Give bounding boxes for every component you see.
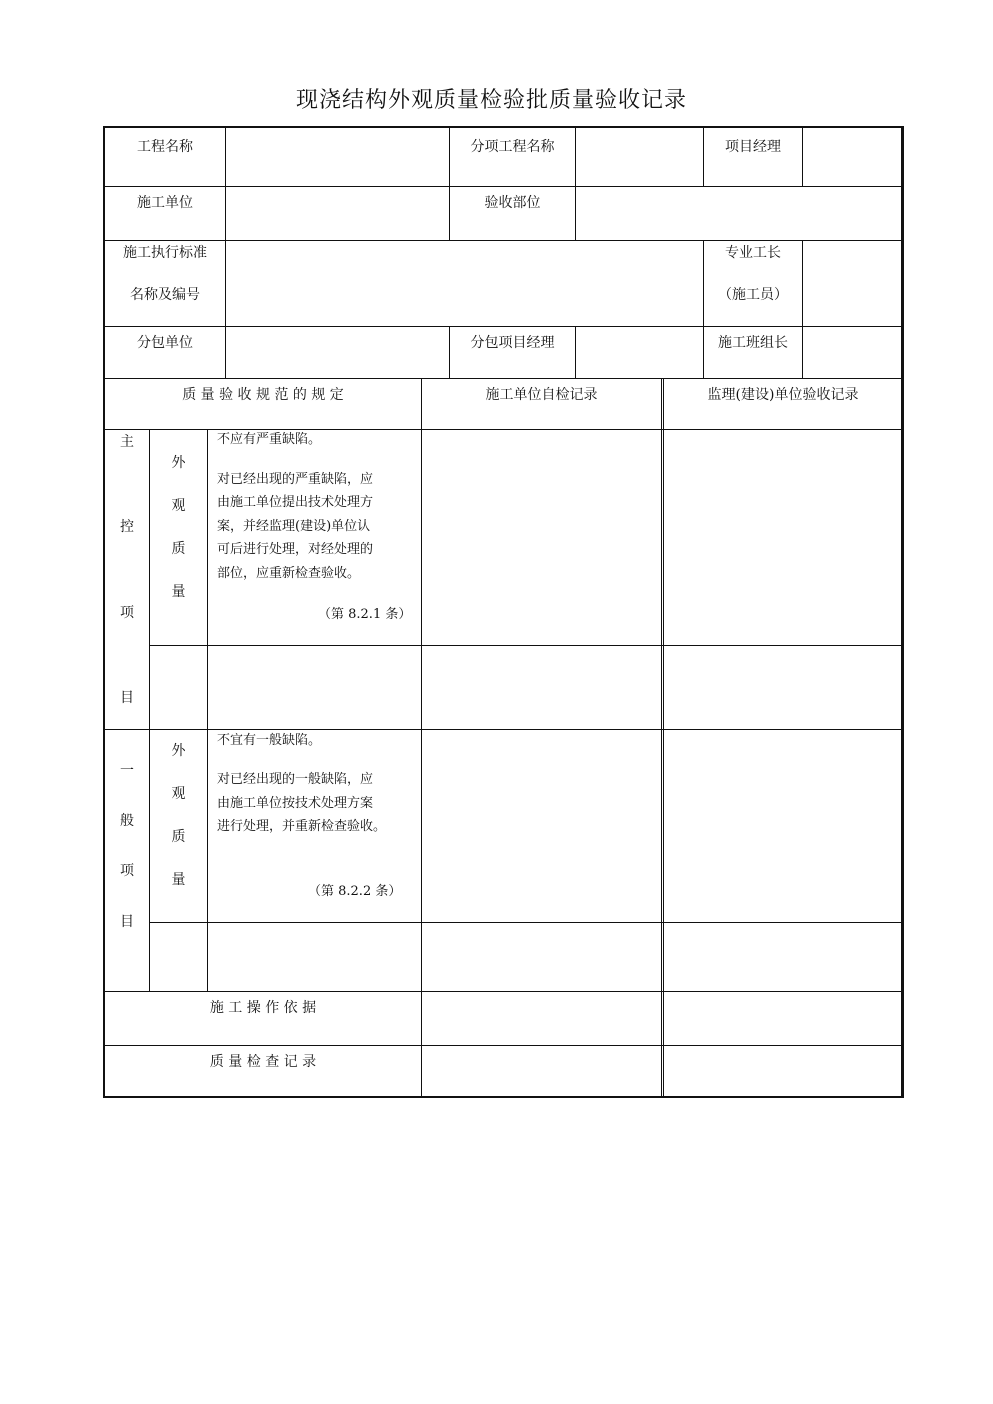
main-item-char: 观: [171, 498, 186, 514]
main-requirement-line: 部位，应重新检查验收。: [217, 566, 361, 581]
col-divider: [802, 127, 803, 186]
label-project-name: 工程名称: [137, 139, 193, 155]
label-team-leader: 施工班组长: [718, 335, 788, 351]
label-project-manager: 项目经理: [725, 139, 781, 155]
row-divider: [104, 1045, 902, 1046]
general-requirement-line: 进行处理，并重新检查验收。: [217, 819, 387, 834]
main-requirement-line: 由施工单位提出技术处理方: [217, 495, 374, 510]
row-divider: [104, 378, 902, 379]
acceptance-record-table: [103, 126, 904, 1098]
main-clause-ref: （第 8.2.1 条）: [318, 607, 412, 622]
main-control-label-char: 目: [120, 690, 134, 706]
main-control-label-char: 主: [120, 434, 134, 450]
main-control-label-char: 项: [120, 605, 134, 621]
label-operation-basis: 施 工 操 作 依 据: [209, 1000, 317, 1016]
general-requirement-line: 由施工单位按技术处理方案: [217, 796, 374, 811]
row-divider: [104, 326, 902, 327]
label-quality-check-record: 质 量 检 查 记 录: [209, 1054, 317, 1070]
label-subcontract-unit: 分包单位: [137, 335, 193, 351]
col-divider: [802, 240, 803, 378]
column-header-self-check: 施工单位自检记录: [485, 387, 598, 403]
label-foreman-line2: （施工员）: [718, 287, 788, 303]
row-divider: [104, 240, 902, 241]
main-item-char: 外: [171, 455, 186, 471]
row-divider: [104, 991, 902, 992]
main-control-label-char: 控: [120, 519, 134, 535]
main-requirement-line: 对已经出现的严重缺陷，应: [217, 472, 374, 487]
main-requirement-line: 可后进行处理，对经处理的: [217, 542, 374, 557]
label-subcontract-manager: 分包项目经理: [470, 335, 555, 351]
column-header-supervision: 监理(建设)单位验收记录: [707, 387, 859, 403]
label-sub-item-name: 分项工程名称: [470, 139, 555, 155]
general-label-char: 般: [120, 813, 134, 829]
general-item-char: 量: [171, 872, 186, 888]
col-divider: [575, 326, 576, 378]
main-requirement-first: 不应有严重缺陷。: [217, 432, 322, 447]
col-divider: [207, 429, 208, 991]
label-standard-line1: 施工执行标准: [123, 245, 207, 261]
general-item-char: 质: [171, 829, 186, 845]
col-divider: [661, 378, 662, 1097]
general-label-char: 项: [120, 863, 134, 879]
page-title: 现浇结构外观质量检验批质量验收记录: [296, 88, 688, 113]
row-divider: [149, 922, 902, 923]
label-foreman-line1: 专业工长: [725, 245, 781, 261]
col-divider: [703, 127, 704, 186]
col-divider: [421, 378, 422, 1097]
col-divider: [225, 127, 226, 378]
label-acceptance-part: 验收部位: [484, 195, 541, 211]
main-item-char: 质: [171, 541, 186, 557]
general-requirement-first: 不宜有一般缺陷。: [217, 733, 322, 748]
row-divider: [104, 186, 902, 187]
main-requirement-line: 案，并经监理(建设)单位认: [217, 519, 371, 534]
label-standard-line2: 名称及编号: [130, 287, 200, 303]
col-divider: [663, 378, 664, 1097]
general-label-char: 一: [120, 763, 134, 779]
general-requirement-line: 对已经出现的一般缺陷，应: [217, 772, 374, 787]
general-item-char: 观: [171, 786, 186, 802]
col-divider: [575, 127, 576, 240]
main-item-char: 量: [171, 584, 186, 600]
general-item-char: 外: [171, 743, 186, 759]
general-label-char: 目: [120, 914, 134, 930]
general-clause-ref: （第 8.2.2 条）: [308, 884, 402, 899]
row-divider: [149, 645, 902, 646]
label-construction-unit: 施工单位: [137, 195, 193, 211]
column-header-spec: 质 量 验 收 规 范 的 规 定: [182, 387, 344, 403]
